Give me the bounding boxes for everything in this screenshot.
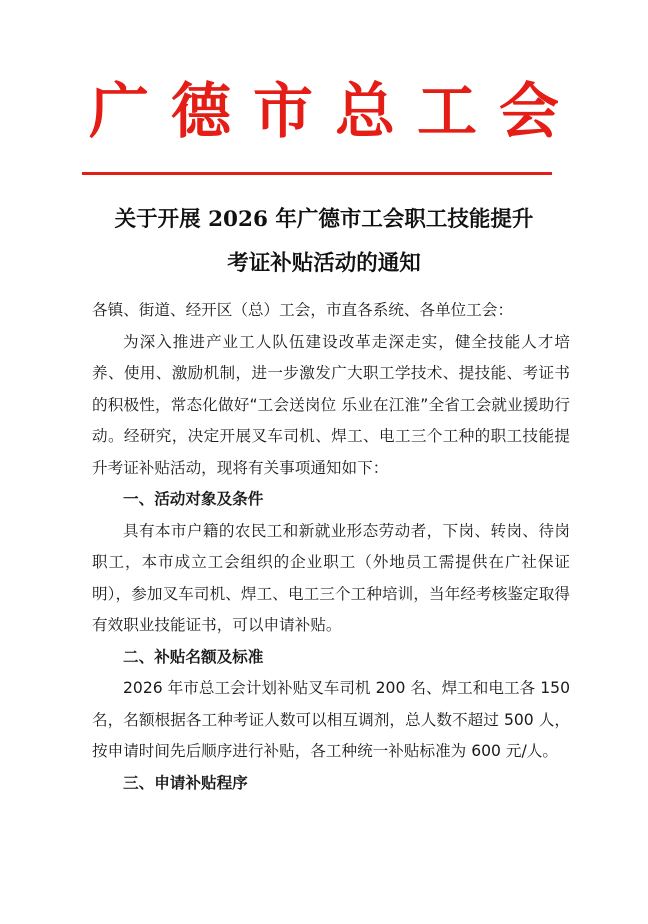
document-title-line-1: 关于开展 2026 年广德市工会职工技能提升 bbox=[114, 207, 534, 232]
section-text-1: 具有本市户籍的农民工和新就业形态劳动者，下岗、转岗、待岗职工，本市成立工会组织的企业职工（外地员工需提供在广社保证明），参加叉车司机、焊工、电工三个工种培训，当年经考核鉴定取得有效职业技能证书，可以申请补贴。 bbox=[92, 521, 570, 634]
section-text-2: 2026 年市总工会计划补贴叉车司机 200 名、焊工和电工各 150 名，名额根据各工种考证人数可以相互调剂，总人数不超过 500 人，按申请时间先后顺序进行补贴，各工种统一补贴标准为 600 元/人。 bbox=[92, 679, 570, 760]
section-heading-3: 三、申请补贴程序 bbox=[123, 773, 248, 792]
section-heading-1: 一、活动对象及条件 bbox=[123, 490, 264, 508]
section-heading-2: 二、补贴名额及标准 bbox=[123, 647, 264, 666]
letterhead-org-name: 广德市总工会 bbox=[89, 77, 581, 147]
document-title-line-2: 考证补贴活动的通知 bbox=[227, 251, 421, 276]
salutation: 各镇、街道、经开区（总）工会，市直各系统、各单位工会： bbox=[92, 301, 514, 319]
letterhead-red-rule bbox=[82, 172, 552, 175]
document-title bbox=[40, 198, 608, 286]
document-body bbox=[92, 295, 570, 799]
intro-paragraph: 为深入推进产业工人队伍建设改革走深走实，健全技能人才培养、使用、激励机制，进一步激发广大职工学技术、提技能、考证书的积极性，常态化做好“工会送岗位 乐业在江淮”全省工会就业援助行动。经研究，决定开展叉车司机、焊工、电工三个工种的职工技能提升考证补贴活动，现将有关事项通知如下： bbox=[92, 332, 570, 477]
